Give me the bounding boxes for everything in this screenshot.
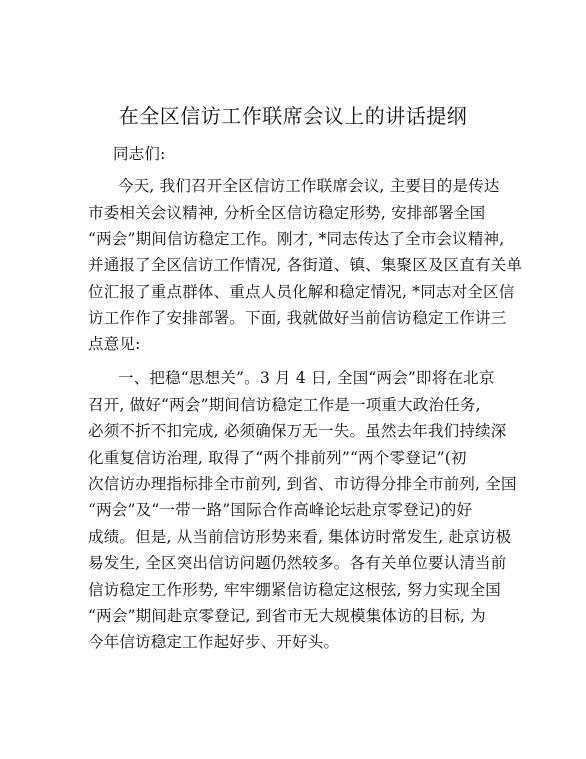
paragraph-line: 今天, 我们召开全区信访工作联席会议, 主要目的是传达 bbox=[118, 177, 500, 195]
paragraph-line: 市委相关会议精神, 分析全区信访稳定形势, 安排部署全国 bbox=[88, 204, 486, 222]
paragraph-line: “两会”期间赴京零登记, 到省市无大规模集体访的目标, 为 bbox=[88, 607, 486, 625]
paragraph-line: “两会”期间信访稳定工作。刚才, *同志传达了全市会议精神, bbox=[88, 230, 505, 248]
document-title: 在全区信访工作联席会议上的讲话提纲 bbox=[118, 104, 468, 128]
paragraph-line: 一、把稳“思想关”。3 月 4 日, 全国“两会”即将在北京 bbox=[118, 369, 495, 387]
paragraph-line: 位汇报了重点群体、重点人员化解和稳定情况, *同志对全区信 bbox=[88, 283, 515, 301]
paragraph-line: “两会”及“一带一路”国际合作高峰论坛赴京零登记)的好 bbox=[88, 501, 473, 519]
paragraph-line: 召开, 做好“两会”期间信访稳定工作是一项重大政治任务, bbox=[88, 396, 481, 414]
salutation: 同志们: bbox=[113, 145, 166, 163]
paragraph-line: 化重复信访治理, 取得了“两个排前列”“两个零登记”(初 bbox=[88, 449, 467, 467]
paragraph-line: 成绩。但是, 从当前信访形势来看, 集体访时常发生, 赴京访极 bbox=[88, 528, 512, 546]
paragraph-line: 易发生, 全区突出信访问题仍然较多。各有关单位要认清当前 bbox=[88, 554, 507, 572]
paragraph-line: 并通报了全区信访工作情况, 各街道、镇、集聚区及区直有关单 bbox=[88, 256, 523, 274]
paragraph-line: 点意见: bbox=[88, 335, 141, 353]
paragraph-line: 今年信访稳定工作起好步、开好头。 bbox=[88, 633, 340, 651]
paragraph-line: 信访稳定工作形势, 牢牢绷紧信访稳定这根弦, 努力实现全国 bbox=[88, 581, 502, 599]
paragraph-line: 次信访办理指标排全市前列, 到省、市访得分排全市前列, 全国 bbox=[88, 475, 517, 493]
paragraph-line: 访工作作了安排部署。下面, 我就做好当前信访稳定工作讲三 bbox=[88, 309, 507, 327]
paragraph-line: 必须不折不扣完成, 必须确保万无一失。虽然去年我们持续深 bbox=[88, 422, 507, 440]
